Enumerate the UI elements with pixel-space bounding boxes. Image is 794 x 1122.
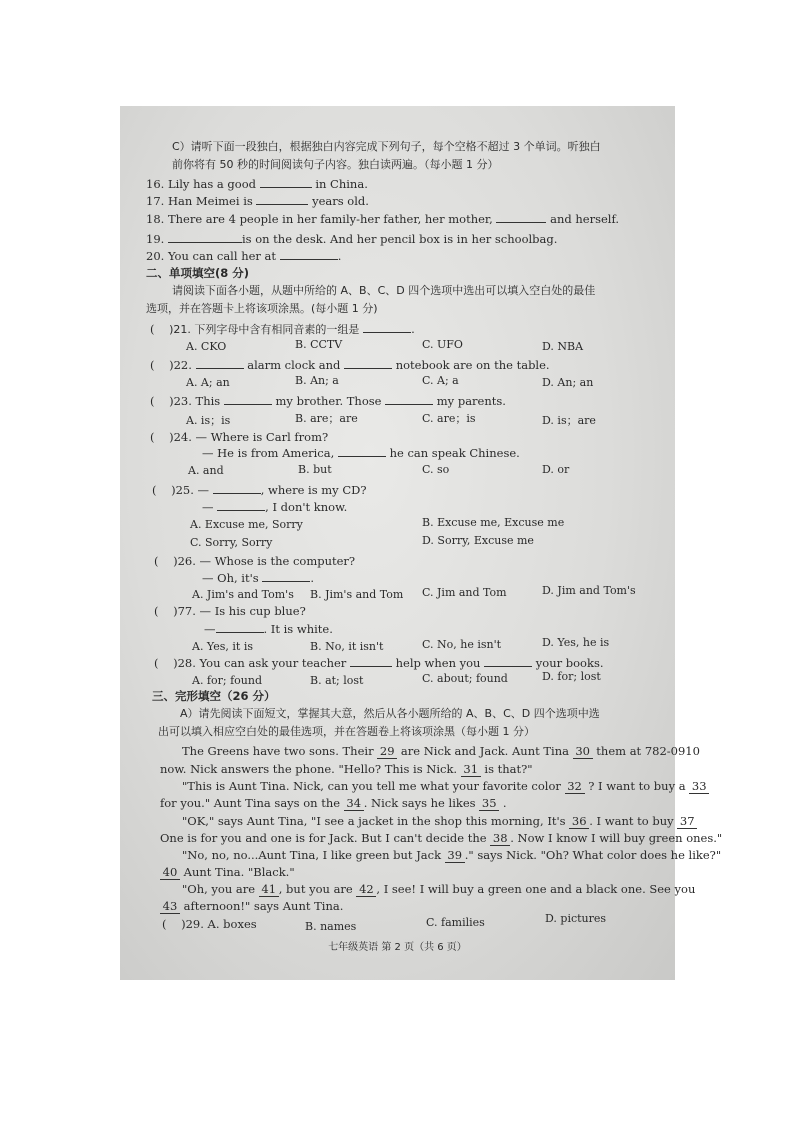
q26-option-a[interactable]: A. Jim's and Tom's: [192, 588, 294, 601]
q27-option-b[interactable]: B. No, it isn't: [310, 640, 384, 653]
exam-page-photo: [120, 106, 723, 980]
question-23: ( )23. This my brother. Those my parents.: [150, 394, 506, 408]
question-28: ( )28. You can ask your teacher help when you your books.: [154, 656, 604, 670]
q23-option-c[interactable]: C. are；is: [422, 412, 476, 425]
part3-instruction-2: 出可以填入相应空白处的最佳选项，并在答题卷上将该项涂黑（每小题 1 分）: [158, 725, 535, 738]
q21-option-b[interactable]: B. CCTV: [295, 338, 343, 351]
question-29: ( )29. A. boxes: [162, 917, 257, 931]
question-17: 17. Han Meimei is years old.: [146, 194, 369, 208]
q24-option-b[interactable]: B. but: [298, 463, 332, 476]
q24-option-d[interactable]: D. or: [542, 463, 570, 476]
question-25: ( )25. — , where is my CD?: [152, 483, 367, 497]
passage-line-5: "OK," says Aunt Tina, "I see a jacket in the shop this morning, It's 36 . I want to buy 37: [182, 814, 697, 829]
passage-line-4: for you." Aunt Tina says on the 34 . Nick says he likes 35 .: [160, 796, 507, 810]
q26-option-b[interactable]: B. Jim's and Tom: [310, 588, 404, 601]
part2-heading: 二、单项填空(8 分): [146, 266, 250, 280]
question-22: ( )22. alarm clock and notebook are on the table.: [150, 358, 550, 372]
q26-option-c[interactable]: C. Jim and Tom: [422, 586, 507, 599]
q29-option-b[interactable]: B. names: [305, 920, 357, 933]
q22-option-c[interactable]: C. A; a: [422, 374, 459, 387]
passage-line-1: The Greens have two sons. Their 29 are Nick and Jack. Aunt Tina 30 them at 782-0910: [182, 744, 700, 758]
question-26: ( )26. — Whose is the computer?: [154, 554, 356, 568]
q21-option-c[interactable]: C. UFO: [422, 338, 463, 351]
passage-line-2: now. Nick answers the phone. "Hello? This is Nick. 31 is that?": [160, 762, 533, 776]
part2-instruction-2: 选项，并在答题卡上将该项涂黑。(每小题 1 分): [146, 302, 378, 315]
q26-option-d[interactable]: D. Jim and Tom's: [542, 584, 636, 597]
question-21: ( )21. 下列字母中含有相同音素的一组是 .: [150, 322, 415, 336]
q25-option-c[interactable]: C. Sorry, Sorry: [190, 536, 273, 549]
question-27: ( )77. — Is his cup blue?: [154, 604, 306, 618]
passage-line-3: "This is Aunt Tina. Nick, can you tell me what your favorite color 32 ? I want to buy a 33: [182, 779, 709, 794]
question-19: 19. is on the desk. And her pencil box is in her schoolbag.: [146, 232, 558, 246]
question-16: 16. Lily has a good in China.: [146, 177, 368, 191]
part2-instruction: 请阅读下面各小题，从题中所给的 A、B、C、D 四个选项中选出可以填入空白处的最佳: [172, 284, 596, 297]
page-footer: 七年级英语 第 2 页（共 6 页）: [328, 942, 467, 953]
q23-option-a[interactable]: A. is；is: [186, 414, 231, 427]
part3-instruction: A）请先阅读下面短文，掌握其大意，然后从各小题所给的 A、B、C、D 四个选项中选: [180, 707, 600, 720]
passage-line-8: 40 Aunt Tina. "Black.": [160, 865, 295, 880]
q27-option-d[interactable]: D. Yes, he is: [542, 636, 610, 649]
question-24-reply: — He is from America, he can speak Chinese.: [202, 446, 520, 460]
q22-option-d[interactable]: D. An; an: [542, 376, 594, 389]
question-20: 20. You can call her at .: [146, 249, 342, 263]
q28-option-b[interactable]: B. at; lost: [310, 674, 364, 687]
q23-option-b[interactable]: B. are；are: [295, 412, 358, 425]
question-26-reply: — Oh, it's .: [202, 571, 314, 585]
passage-line-10: 43 afternoon!" says Aunt Tina.: [160, 899, 343, 914]
q28-option-a[interactable]: A. for; found: [192, 674, 262, 687]
q21-option-a[interactable]: A. CKO: [186, 340, 227, 353]
q28-option-d[interactable]: D. for; lost: [542, 670, 601, 683]
q24-option-c[interactable]: C. so: [422, 463, 450, 476]
q24-option-a[interactable]: A. and: [188, 464, 224, 477]
q22-option-b[interactable]: B. An; a: [295, 374, 339, 387]
listening-c-instruction-2: 前你将有 50 秒的时间阅读句子内容。独白读两遍。（每小题 1 分）: [172, 158, 499, 171]
q28-option-c[interactable]: C. about; found: [422, 672, 508, 685]
q27-option-a[interactable]: A. Yes, it is: [192, 640, 253, 653]
passage-line-9: "Oh, you are 41 , but you are 42 , I see! I will buy a green one and a black one. See you: [182, 882, 696, 896]
q27-option-c[interactable]: C. No, he isn't: [422, 638, 502, 651]
passage-line-7: "No, no, no...Aunt Tina, I like green but Jack 39 ." says Nick. "Oh? What color does he like?": [182, 848, 722, 862]
q25-option-d[interactable]: D. Sorry, Excuse me: [422, 534, 534, 547]
question-27-reply: — . It is white.: [204, 622, 333, 636]
q23-option-d[interactable]: D. is；are: [542, 414, 596, 427]
q29-option-c[interactable]: C. families: [426, 916, 485, 929]
q21-option-d[interactable]: D. NBA: [542, 340, 584, 353]
part3-heading: 三、完形填空（26 分）: [152, 689, 276, 703]
q29-option-d[interactable]: D. pictures: [545, 912, 607, 925]
passage-line-6: One is for you and one is for Jack. But I can't decide the 38 . Now I know I will buy green ones.": [160, 831, 723, 845]
question-24: ( )24. — Where is Carl from?: [150, 430, 329, 444]
question-25-reply: — , I don't know.: [202, 500, 348, 514]
question-18: 18. There are 4 people in her family-her father, her mother, and herself.: [146, 212, 619, 226]
listening-c-instruction: C）请听下面一段独白，根据独白内容完成下列句子，每个空格不超过 3 个单词。听独白: [172, 140, 601, 153]
q25-option-b[interactable]: B. Excuse me, Excuse me: [422, 516, 565, 529]
q22-option-a[interactable]: A. A; an: [186, 376, 230, 389]
q25-option-a[interactable]: A. Excuse me, Sorry: [190, 518, 303, 531]
